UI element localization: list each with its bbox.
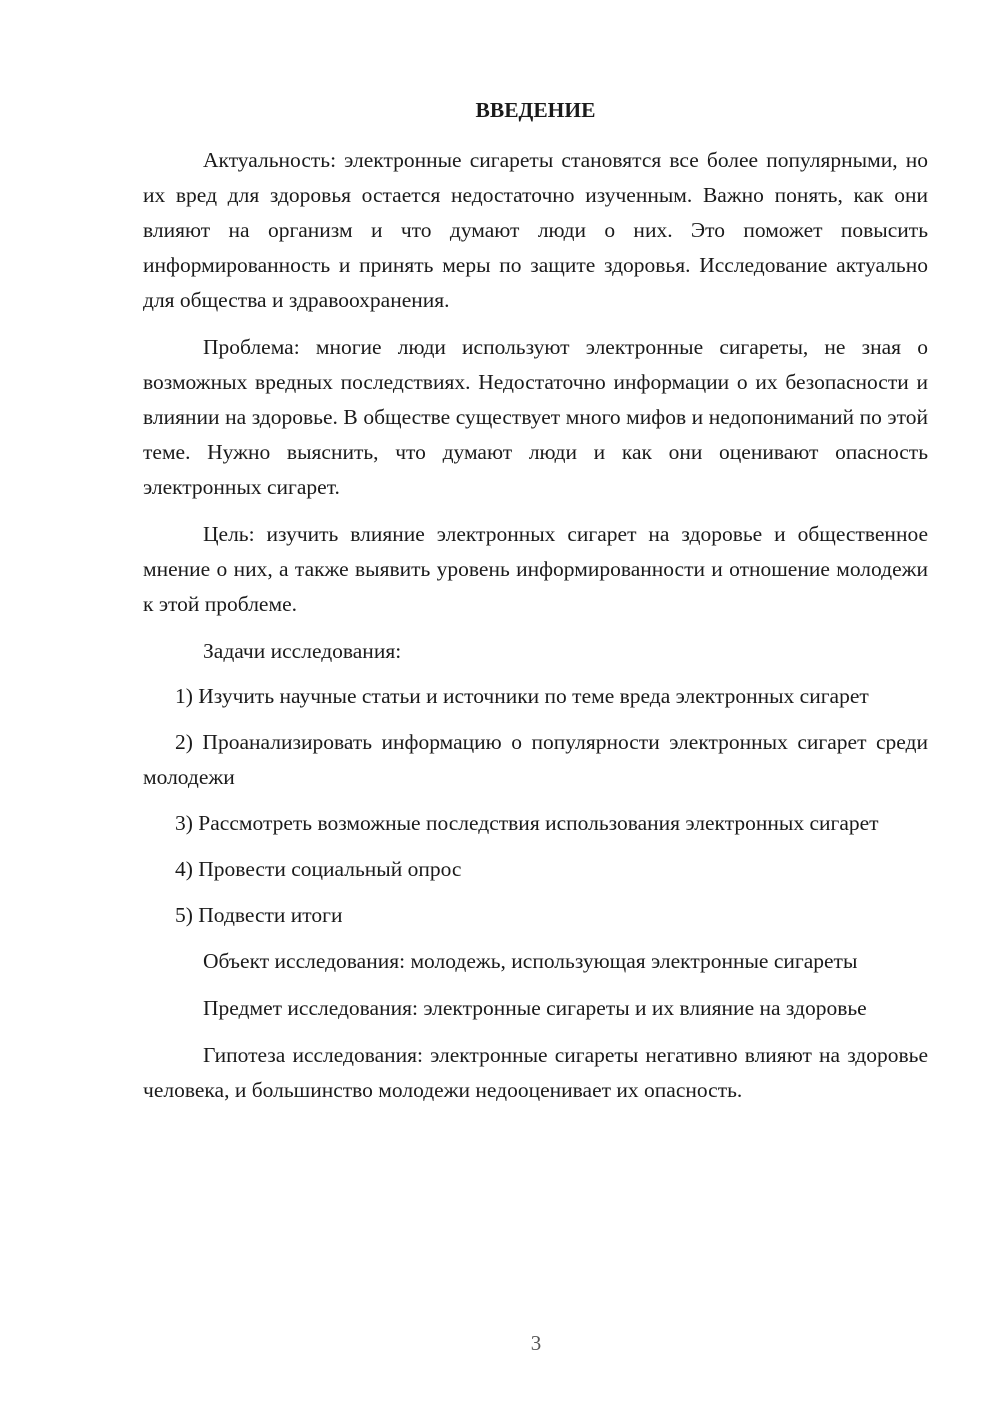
relevance-paragraph: Актуальность: электронные сигареты становятся все более популярными, но их вред для здоровья остается недостаточно изученным. Важно понять, как они влияют на организм и что думают люди о них. Это поможет повысить информированность и принять меры по защите здоровья. Исследование актуально для общества и здравоохранения. xyxy=(143,148,928,312)
page-number: 3 xyxy=(530,1331,542,1355)
hypothesis-paragraph: Гипотеза исследования: электронные сигареты негативно влияют на здоровье человека, и большинство молодежи недооценивает их опасность. xyxy=(143,1043,928,1102)
goal-paragraph: Цель: изучить влияние электронных сигарет на здоровье и общественное мнение о них, а также выявить уровень информированности и отношение молодежи к этой проблеме. xyxy=(143,522,928,616)
task-item: 4) Провести социальный опрос xyxy=(175,857,462,881)
task-item: 1) Изучить научные статьи и источники по теме вреда электронных сигарет xyxy=(175,684,869,708)
task-item: 2) Проанализировать информацию о популярности электронных сигарет среди молодежи xyxy=(143,730,928,789)
task-item: 5) Подвести итоги xyxy=(175,903,343,927)
problem-paragraph: Проблема: многие люди используют электронные сигареты, не зная о возможных вредных последствиях. Недостаточно информации о их безопасности и влиянии на здоровье. В обществе существует много мифов и недопониманий по этой теме. Нужно выяснить, что думают люди и как они оценивают опасность электронных сигарет. xyxy=(143,335,928,499)
tasks-list xyxy=(143,679,928,933)
section-heading: ВВЕДЕНИЕ xyxy=(475,98,596,122)
object-paragraph: Объект исследования: молодежь, использующая электронные сигареты xyxy=(203,949,858,973)
page-content xyxy=(143,93,928,1120)
tasks-title: Задачи исследования: xyxy=(203,639,402,663)
subject-paragraph: Предмет исследования: электронные сигареты и их влияние на здоровье xyxy=(203,996,867,1020)
task-item: 3) Рассмотреть возможные последствия использования электронных сигарет xyxy=(175,811,879,835)
